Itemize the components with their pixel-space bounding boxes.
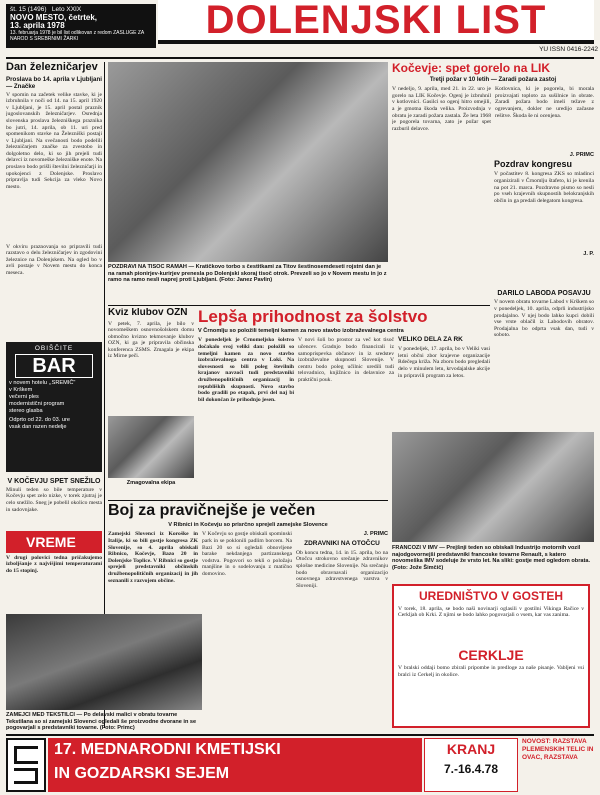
snow-body: Minuli teden so bile temperature v Kočevju spet zelo nizke, v torek zjutraj je celo snežilo. Sneg je pobelil okolico mesta in sadovnjake. bbox=[6, 486, 102, 513]
slovenci-body: Zamejski Slovenci iz Koroške in Italije, ki so bili gostje kongresa ZK Slovenije, so 4. aprila obiskali Ribnico, Kočevje, Bazo 20 in Dolenjske Toplice. V Ribnici so gostje sprejeli predstavniki občinskih družbenopolitičnih organizacij in jih seznanili z razvojem občine. bbox=[108, 531, 198, 584]
bar-ad-line3: večerni ples bbox=[9, 393, 39, 400]
darilo-headline: DARILO LABODA POSAVJU bbox=[497, 290, 591, 297]
issue-number: št. 15 (1496) bbox=[10, 6, 47, 13]
zeleznicarji-body: V spomin na začetek velike stavke, ki je izbruhnila v noči od 14. na 15. april 1920 v Ljubljani, je 15. april postal praznik jugoslovanskih železničarjev. Osrednja slovenska proslava železniškega praznika bo jutri, 14. aprila, ob 11. uri pred spomenikom stavke na Železniški postaji v Ljubljani. Na svečanosti bodo podelili železničarjem značke za zvestobo in dolgoletno delo, ki so jih prejeli tudi delavci iz novomeške železniške enote. Na proslavo bodo prišli številni železničarji in upokojenci z Dolenjske. Proslavo pripravlja tudi Sekcija za vleko Novo mesto. bbox=[6, 91, 102, 190]
solstvo-headline: Lepša prihodnost za šolstvo bbox=[198, 308, 428, 326]
bar-ad-title: OBIŠČITE bbox=[34, 344, 74, 352]
sejem-line2: IN GOZDARSKI SEJEM bbox=[54, 765, 230, 782]
sejem-logo-icon bbox=[6, 738, 46, 792]
solstvo-body: V ponedeljek je Črnomeljsko šolstvo dočakalo svoj veliki dan: položili so temeljni kamen za novo stavbo izobraževalnega centra v Loki. Na slovesnosti so bili poleg številnih krajanov navzoči tudi predstavniki družbenopolitičnih organizacij in republiških skupnosti. Novo stavbo bodo gradili po etapah, prvi del naj bi bil dokončan že prihodnjo jesen. bbox=[198, 337, 294, 403]
tekstilci-photo bbox=[6, 614, 202, 710]
pozdrav-headline: Pozdrav kongresu bbox=[494, 160, 573, 169]
slovenci-body-2: V Kočevju so gostje obiskali spominski park in se poklonili padlim borcem. Na Bazi 20 so si ogledali obnovljene barake nekdanjega partizanskega vodstva. Pogovori so tekli o položaju manjšine in o sodelovanju z matično domovino. bbox=[202, 531, 292, 577]
urednistvo-body: V torek, 18. aprila, se bodo naši novinarji oglasili v gostilni Vikinga Račice v Cerkljah ob Krki. Z njimi se bodo lahko pogovarjali o vsem, kar vas zanima. bbox=[398, 605, 584, 619]
sejem-dates: 7.-16.4.78 bbox=[443, 762, 499, 776]
kviz-photo bbox=[108, 416, 194, 478]
pozdrav-byline: J. P. bbox=[583, 251, 594, 258]
bar-ad-line2: v Krškem bbox=[9, 386, 33, 393]
bar-ad-line1: v novem hotelu ,,SREMIČ" bbox=[9, 379, 76, 386]
zeleznicarji-body-2: V okviru praznovanja so pripravili tudi razstavo o delu železničarjev in zgodovini železnice na Dolenjskem. Na ogled bo v avli postaje v Novem mestu do konca meseca. bbox=[6, 243, 102, 276]
masthead-title: DOLENJSKI LIST bbox=[158, 0, 594, 44]
bar-ad-line6: Odprto od 22. do 03. ure bbox=[9, 416, 70, 423]
darilo-story bbox=[494, 290, 594, 430]
year: Leto XXIX bbox=[51, 6, 82, 13]
bar-ad-line5: stereo glasba bbox=[9, 407, 43, 414]
masthead-rule bbox=[6, 57, 594, 59]
section-rule bbox=[108, 305, 490, 306]
kocevje-body-2: Kotlovnica, ki je pogorela, bi morala proizvajati toploto za sušilnice in obrate. Zaradi požara bodo imeli težave z ogrevanjem, dokler ne uredijo začasne rešitve. Škoda še ni ocenjena. bbox=[495, 86, 594, 119]
francozi-caption: FRANCOZI V IMV — Prejšnji teden so obiskali Industrijo motornih vozil najodgovornejši predstavniki francoske tovarne Renault, s katero novomeška IMV sodeluje že vrsto let. Na sliki: gostje med ogledom obrata. (Foto: Jože Šimčič) bbox=[392, 545, 591, 571]
velika-vas-headline: VELIKO DELA ZA RK bbox=[398, 336, 463, 344]
slovenci-byline: J. PRIMC bbox=[363, 531, 388, 538]
bar-ad-name: BAR bbox=[15, 354, 93, 378]
urednistvo-headline: UREDNIŠTVO V GOSTEH bbox=[418, 589, 564, 603]
kocevje-byline: J. PRIMC bbox=[569, 152, 594, 159]
founding-note: 13. februarja 1978 je bil list odlikovan z redom ZASLUGE ZA NAROD S SREBRNIMI ŽARKI bbox=[10, 30, 144, 42]
urednistvo-body-2: V bralski oddaji bomo zbirali pripombe in predloge za naše pisanje. Vabljeni vsi bralci iz Cerkelj in okolice. bbox=[398, 665, 584, 678]
vreme-body: V drugi polovici tedna pričakujemo izboljšanje z najvišjimi temperaturami do 15 stopinj. bbox=[6, 554, 102, 575]
lead-photo bbox=[108, 62, 388, 262]
slovenci-headline: Boj za pravičnejše je večen bbox=[108, 503, 316, 519]
vreme-label: VREME bbox=[6, 531, 102, 553]
darilo-body: V novem obratu tovarne Labod v Krškem so v ponedeljek, 10. aprila, odprli industrijsko prodajalno. V njej bodo lahko kupci dobili vse vrste oblačil iz Labodovih obratov. Prodajalna bo odprta vsak dan, tudi v soboto. bbox=[494, 299, 594, 339]
solstvo-subhead: V Črnomlju so položili temeljni kamen za novo stavbo izobraževalnega centra bbox=[198, 327, 404, 334]
kviz-story bbox=[108, 308, 194, 498]
bar-ad-line4: modernistični program bbox=[9, 400, 65, 407]
snow-headline: V KOČEVJU SPET SNEŽILO bbox=[7, 477, 101, 485]
issn: YU ISSN 0416-2242 bbox=[539, 46, 598, 53]
kviz-caption: Zmagovalna ekipa bbox=[126, 479, 176, 486]
kviz-headline: Kviz klubov OZN bbox=[108, 308, 188, 318]
tekstilci-caption: ZAMEJCI MED TEKSTILCI — Po delavski malici v obratu tovarne Tekstilana so si zamejski Slovenci ogledali še proizvodne dvorane in se pogovarjali s predstavniki tovarne. (Foto: Primc) bbox=[6, 712, 197, 732]
masthead-info bbox=[6, 4, 156, 48]
francozi-photo bbox=[392, 432, 594, 542]
zeleznicarji-intro: Proslava bo 14. aprila v Ljubljani — Značke bbox=[6, 75, 102, 90]
sejem-ad bbox=[48, 738, 422, 792]
kviz-body: V petek, 7. aprila, je bilo v novomeškem osnovnošolskem domu območno kvizno tekmovanje klubov OZN, ki ga je pripravila občinska konferenca ZSMS. Zmagala je ekipa iz Mirne peči. bbox=[108, 320, 194, 360]
bottom-rule bbox=[6, 734, 594, 736]
kocevje-body: V nedeljo, 9. aprila, med 21. in 22. uro je gorelo na LIK Kočevje. Ogenj je izbruhnil v kotlovnici. Gasilci so ogenj hitro omejili, a je gmotna škoda velika. Proizvodnja v obratu je zaradi požara zastala. Že leta 1968 je pogorela tovarna, zato je požar spet razburil delavce. bbox=[392, 86, 491, 132]
velika-vas-body: V ponedeljek, 17. aprila, bo v Veliki vasi letni občni zbor krajevne organizacije Rdečega križa. Na zboru bodo pregledali delo v minulem letu, krvodajalske akcije in pripravili program za letos. bbox=[398, 346, 490, 379]
zdravniki-headline: ZDRAVNIKI NA OTOČCU bbox=[304, 539, 380, 547]
sejem-city-box bbox=[424, 738, 518, 792]
kocevje-headline: Kočevje: spet gorelo na LIK bbox=[392, 62, 551, 75]
sejem-line1: 17. MEDNARODNI KMETIJSKI bbox=[54, 741, 281, 758]
bar-ad-line7: vsak dan razen nedelje bbox=[9, 423, 67, 430]
kocevje-subhead: Tretji požar v 10 letih — Zaradi požara zastoj bbox=[429, 76, 557, 83]
urednistvo-box bbox=[392, 584, 590, 728]
zdravniki-body: Ob koncu tedna, 14. in 15. aprila, bo na Otočcu strokovno srečanje zdravnikov splošne medicine Slovenije. Na srečanju bodo obravnavali organizacijo osnovnega zdravstvenega varstva v Sloveniji. bbox=[296, 549, 388, 589]
solstvo-body-2: V novi šoli bo prostor za več kot tisoč učencev. Gradnjo bodo financirali iz samoprispevka občanov in iz sredstev izobraževalne skupnosti Slovenije. V centru bodo poleg učilnic uredili tudi telovadnico, knjižnico in delavnice za praktični pouk. bbox=[298, 337, 394, 383]
sejem-city: KRANJ bbox=[446, 741, 496, 757]
city: NOVO MESTO, bbox=[10, 13, 67, 22]
sejem-side: NOVOST: RAZSTAVA PLEMENSKIH TELIC IN OVAC, RAZSTAVA bbox=[522, 738, 594, 761]
issue-date: 13. aprila 1978 bbox=[10, 21, 65, 30]
bar-ad bbox=[6, 342, 102, 472]
lead-photo-caption: POZDRAVI NA TISOČ RAMAH — Kratičkovo torbo s čestitkami za Titov šestinosemdeseti rojstni dan je na ramah pionirjev-kurirjev prenesla po Dolenjski skoraj tisoč otrok. Prevzeli so jo v Novem mestu in jo z ramo na ramo nesli naprej proti Ljubljani. (Foto: Janez Pavlin) bbox=[108, 264, 387, 284]
urednistvo-label: CERKLJE bbox=[458, 646, 524, 663]
zeleznicarji-headline: Dan železničarjev bbox=[6, 62, 98, 73]
weekday: četrtek, bbox=[68, 13, 98, 22]
pozdrav-story bbox=[494, 160, 594, 270]
section-rule-2 bbox=[108, 500, 388, 501]
slovenci-subhead: V Ribnici in Kočevju so prisrčno sprejeli zamejske Slovence bbox=[168, 521, 328, 528]
pozdrav-body: V počastitev 8. kongresa ZKS so mladinci organizirali v Črnomlju štafeto, ki je krenila na pot 21. marca. Pozdravno pismo so nesli po vseh krajevnih skupnostih belokranjskih občin in ga predali delegatom kongresa. bbox=[494, 171, 594, 204]
